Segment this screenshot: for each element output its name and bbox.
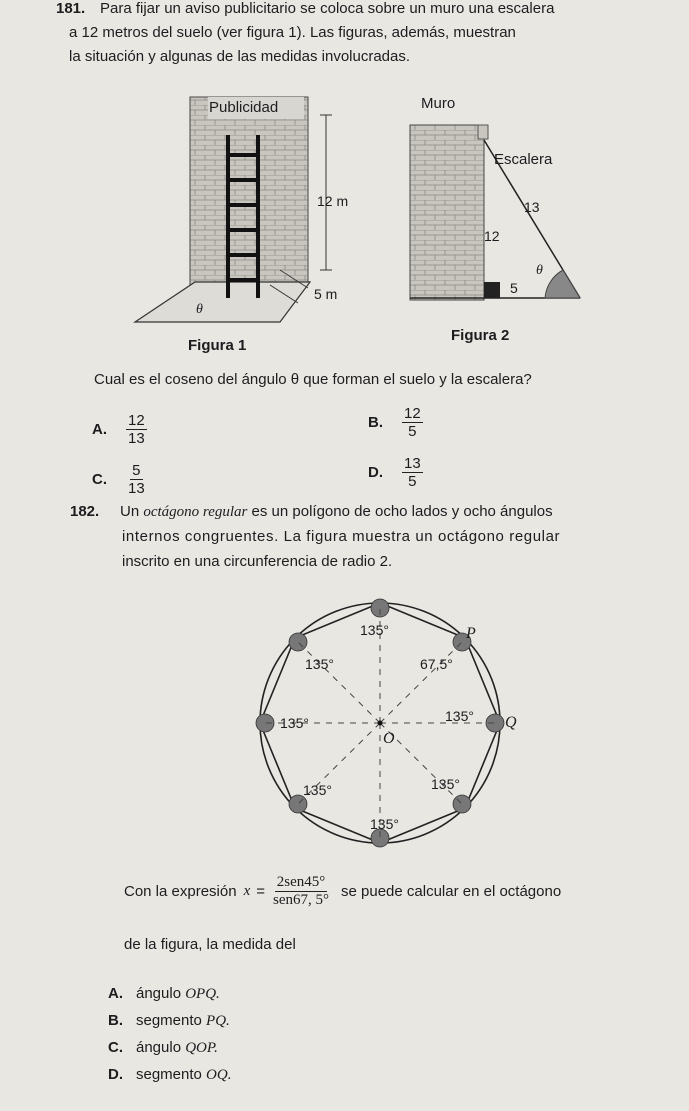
option-letter: B. xyxy=(368,414,383,431)
figure-1-caption: Figura 1 xyxy=(188,337,247,354)
question-number-182: 182. xyxy=(70,503,100,520)
hypotenuse-label: 13 xyxy=(524,199,540,215)
point-q-label: Q xyxy=(505,714,517,731)
option-182-a[interactable]: A. ángulo OPQ. xyxy=(108,985,220,1002)
ground xyxy=(135,282,310,322)
wall-label: Muro xyxy=(421,95,456,112)
ladder-label: Escalera xyxy=(494,151,553,168)
theta-arc xyxy=(545,270,580,298)
fraction: $\frac{12}{5}$ xyxy=(404,405,421,440)
height-label: 12 m xyxy=(317,193,349,209)
angle-label-p-half: 67,5° xyxy=(420,656,453,672)
figure-2-caption: Figura 2 xyxy=(451,327,510,344)
stem-181-line1: Para fijar un aviso publicitario se coloca sobre un muro una escalera xyxy=(100,0,555,17)
angle-label-left: 135° xyxy=(280,715,309,731)
option-182-b[interactable]: B. segmento PQ. xyxy=(108,1012,230,1029)
stem-182-line3: inscrito en una circunferencia de radio 2. xyxy=(122,553,393,570)
point-o-label: O xyxy=(383,730,395,747)
fraction: $\frac{12}{13}$ xyxy=(128,412,145,447)
angle-label-right: 135° xyxy=(445,708,474,724)
option-letter: A. xyxy=(92,421,107,438)
fraction: $\frac{5}{13}$ xyxy=(128,462,145,497)
question-181-prompt: Cual es el coseno del ángulo θ que forman el suelo y la escalera? xyxy=(94,371,532,388)
angle-label-top: 135° xyxy=(360,622,389,638)
base-label: 5 m xyxy=(314,286,338,302)
stem-181-line3: la situación y algunas de las medidas involucradas. xyxy=(69,48,411,65)
wall xyxy=(410,125,484,300)
question-number-181: 181. xyxy=(56,0,86,17)
expression-line2: de la figura, la medida del xyxy=(124,936,296,953)
angle-label-bottom: 135° xyxy=(370,816,399,832)
option-letter: C. xyxy=(92,471,107,488)
leg-label: 12 xyxy=(484,228,500,244)
option-181-a[interactable] xyxy=(92,412,147,447)
angle-label-bottom-left: 135° xyxy=(303,782,332,798)
expression-fraction: $\frac{\text{2sen45°}}{\text{sen67, 5°}}$ xyxy=(273,874,330,908)
option-181-b[interactable] xyxy=(368,405,423,440)
stem-182-line1: Un octágono regular es un polígono de ocho lados y ocho ángulos xyxy=(120,503,553,520)
angle-label-bottom-right: 135° xyxy=(431,776,460,792)
base-label-fig2: 5 xyxy=(510,280,518,296)
stem-181-line2: a 12 metros del suelo (ver figura 1). Las figuras, además, muestran xyxy=(69,24,516,41)
option-181-c[interactable] xyxy=(92,462,147,497)
point-p-label: P xyxy=(466,625,476,642)
option-181-d[interactable] xyxy=(368,455,423,490)
option-182-d[interactable]: D. segmento OQ. xyxy=(108,1066,232,1083)
angle-label-fig1: θ xyxy=(196,302,203,317)
angle-label-fig2: θ xyxy=(536,263,543,278)
option-letter: D. xyxy=(368,464,383,481)
center-point xyxy=(378,721,383,726)
fraction: $\frac{13}{5}$ xyxy=(404,455,421,490)
stem-182-line2: internos congruentes. La figura muestra un octágono regular xyxy=(122,528,561,545)
angle-label-top-left: 135° xyxy=(305,656,334,672)
figure-2 xyxy=(400,110,590,310)
right-angle-mark xyxy=(484,282,500,298)
option-182-c[interactable]: C. ángulo QOP. xyxy=(108,1039,218,1056)
sign-label: Publicidad xyxy=(209,99,279,116)
expression-line: Con la expresión x = $\frac{\text{2sen45°}}{\text{sen67, 5°}}$ se puede calcular en el octágono xyxy=(124,874,562,908)
